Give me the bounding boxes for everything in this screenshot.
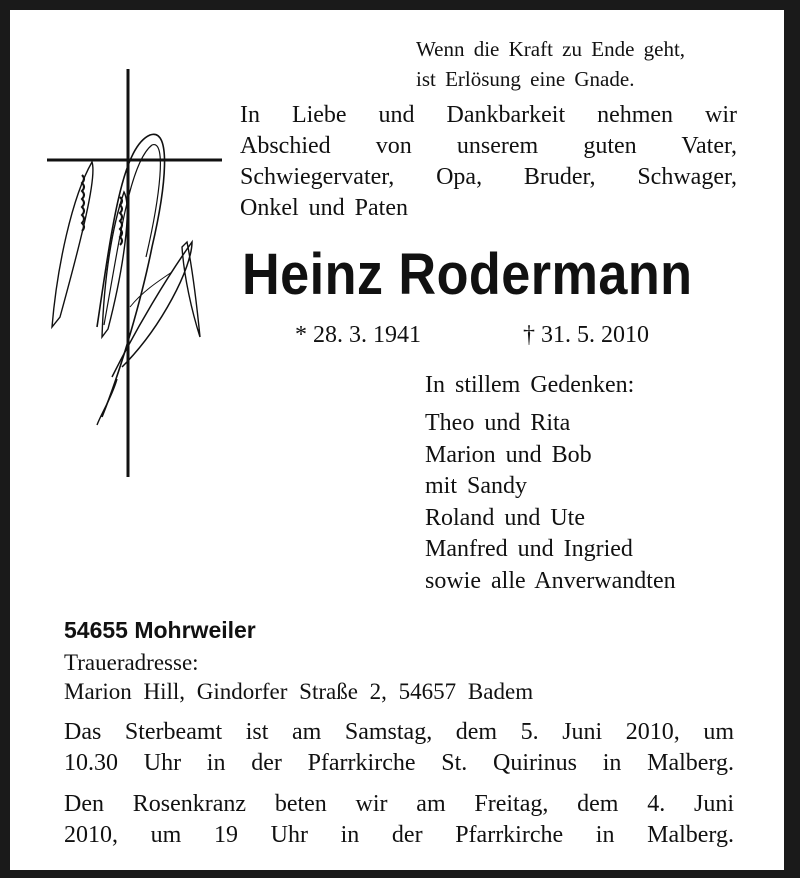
deceased-name: Heinz Rodermann — [242, 242, 693, 307]
mourner-entry: sowie alle Anverwandten — [425, 567, 676, 594]
intro-line: Schwiegervater, Opa, Bruder, Schwager, — [240, 164, 737, 190]
intro-line: In Liebe und Dankbarkeit nehmen wir — [240, 102, 737, 128]
mourning-address: Marion Hill, Gindorfer Straße 2, 54657 Badem — [64, 679, 534, 704]
mourner-entry: Marion und Bob — [425, 441, 592, 468]
mourner-entry: mit Sandy — [425, 473, 528, 499]
mourners-list — [425, 408, 676, 597]
rosary-line: Den Rosenkranz beten wir am Freitag, dem 4. Juni — [64, 791, 734, 817]
mourner-entry: Roland und Ute — [425, 504, 585, 531]
address-label: Traueradresse: — [64, 650, 199, 675]
requiem-notice — [64, 717, 734, 779]
intro-text — [240, 100, 737, 224]
rosary-line: 2010, um 19 Uhr in der Pfarrkirche in Malberg. — [64, 822, 734, 848]
motto-line: ist Erlösung eine Gnade. — [416, 67, 635, 91]
motto-line: Wenn die Kraft zu Ende geht, — [416, 37, 686, 61]
motto — [416, 34, 736, 94]
place-name: 54655 Mohrweiler — [64, 617, 256, 643]
intro-line: Onkel und Paten — [240, 195, 408, 221]
rosary-notice — [64, 789, 734, 851]
mourner-entry: Theo und Rita — [425, 410, 571, 436]
mourners-heading: In stillem Gedenken: — [425, 372, 635, 398]
obituary-card — [10, 10, 784, 870]
mourner-entry: Manfred und Ingried — [425, 536, 633, 562]
life-dates — [295, 320, 649, 350]
cross-with-wheat-icon — [42, 67, 227, 487]
requiem-line: 10.30 Uhr in der Pfarrkirche St. Quirinus in Malberg. — [64, 750, 734, 776]
birth-date: * 28. 3. 1941 — [295, 322, 421, 348]
intro-line: Abschied von unserem guten Vater, — [240, 133, 737, 159]
death-date: † 31. 5. 2010 — [523, 322, 649, 348]
requiem-line: Das Sterbeamt ist am Samstag, dem 5. Juni 2010, um — [64, 719, 734, 745]
